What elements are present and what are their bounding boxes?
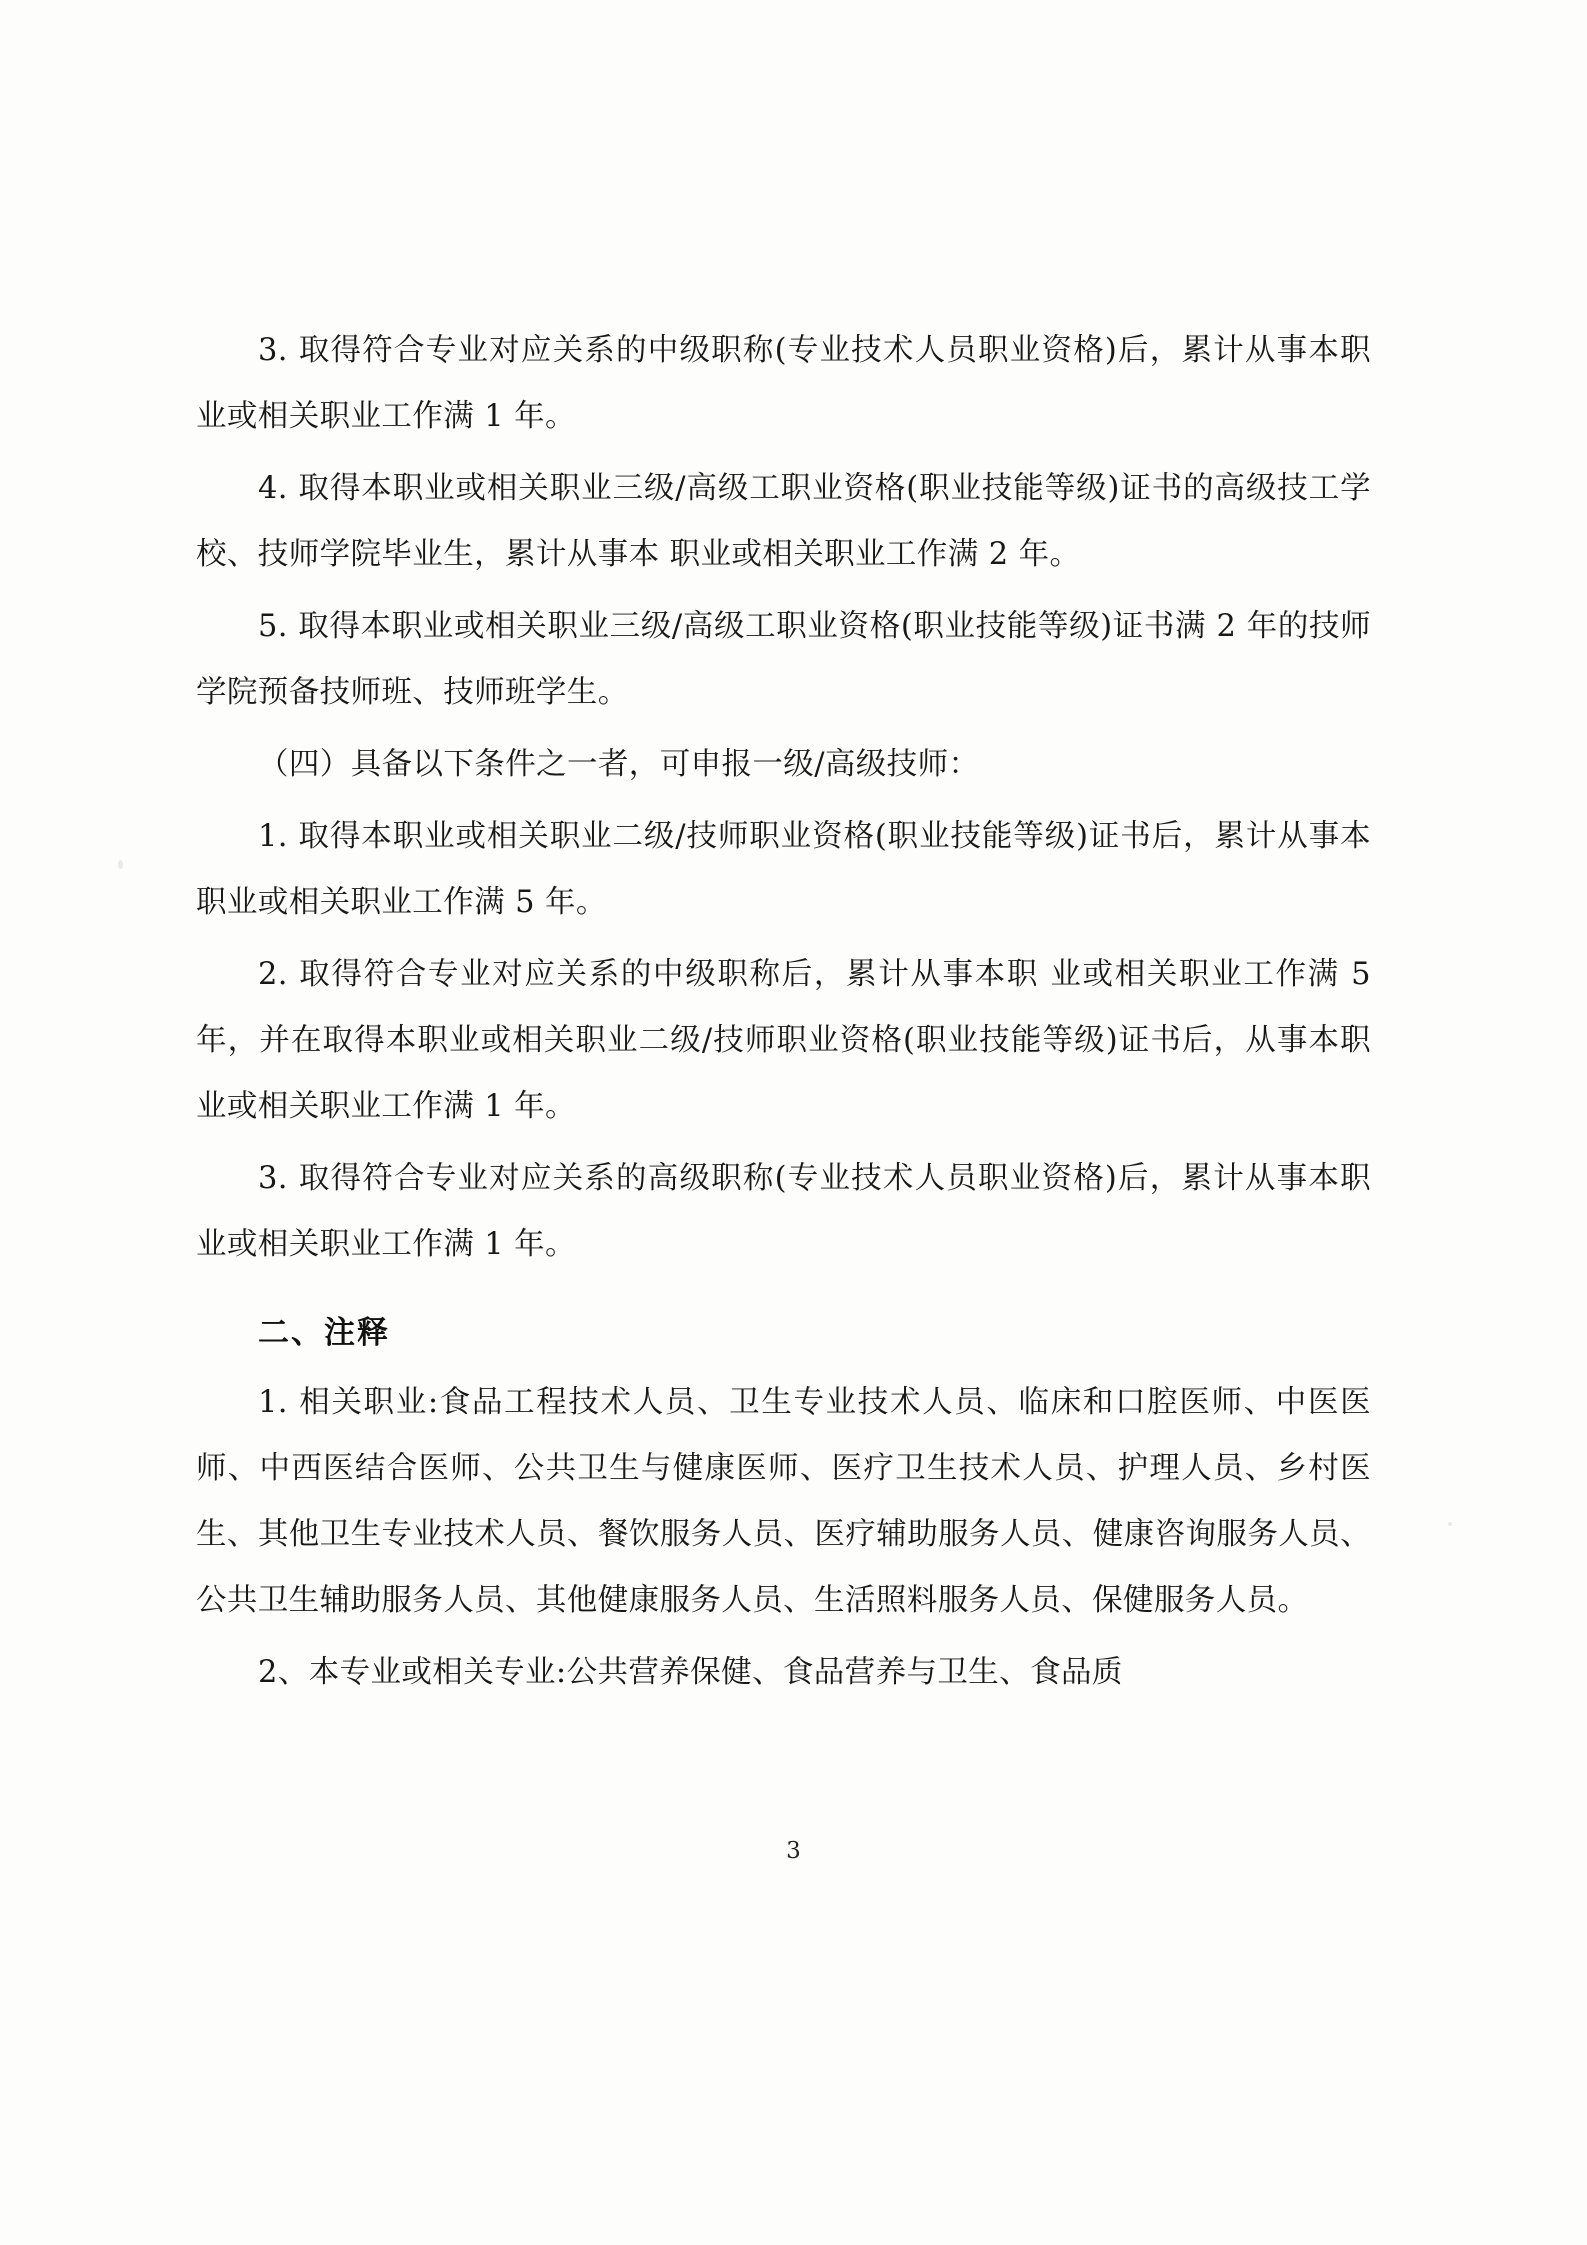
paragraph-clause-four: （四）具备以下条件之一者，可申报一级/高级技师： [258,747,980,782]
paragraph-senior-item-3: 3. 取得符合专业对应关系的高级职称(专业技术人员职业资格)后，累计从事本职业或相关职业工作满 1 年。 [196,1161,1371,1262]
section-heading-notes: 二、注释 [258,1315,390,1351]
note-item-2: 2、本专业或相关专业:公共营养保健、食品营养与卫生、食品质 [258,1655,1123,1690]
scan-speck [118,860,123,869]
page-number: 3 [786,1838,801,1864]
paragraph-item-5: 5. 取得本职业或相关职业三级/高级工职业资格(职业技能等级)证书满 2 年的技师学院预备技师班、技师班学生。 [196,609,1371,710]
paragraph-senior-item-2: 2. 取得符合专业对应关系的中级职称后，累计从事本职 业或相关职业工作满 5 年，并在取得本职业或相关职业二级/技师职业资格(职业技能等级)证书后，从事本职业或相关职业工作满 1 年。 [196,957,1371,1124]
note-item-1: 1. 相关职业:食品工程技术人员、卫生专业技术人员、临床和口腔医师、中医医师、中西医结合医师、公共卫生与健康医师、医疗卫生技术人员、护理人员、乡村医生、其他卫生专业技术人员、餐饮服务人员、医疗辅助服务人员、健康咨询服务人员、公共卫生辅助服务人员、其他健康服务人员、生活照料服务人员、保健服务人员。 [196,1385,1371,1618]
scan-speck [1448,1522,1452,1526]
document-body [196,318,1371,1712]
paragraph-senior-item-1: 1. 取得本职业或相关职业二级/技师职业资格(职业技能等级)证书后，累计从事本职业或相关职业工作满 5 年。 [196,819,1371,920]
paragraph-item-4: 4. 取得本职业或相关职业三级/高级工职业资格(职业技能等级)证书的高级技工学校、技师学院毕业生，累计从事本 职业或相关职业工作满 2 年。 [196,471,1371,572]
paragraph-item-3: 3. 取得符合专业对应关系的中级职称(专业技术人员职业资格)后，累计从事本职业或相关职业工作满 1 年。 [196,333,1371,434]
